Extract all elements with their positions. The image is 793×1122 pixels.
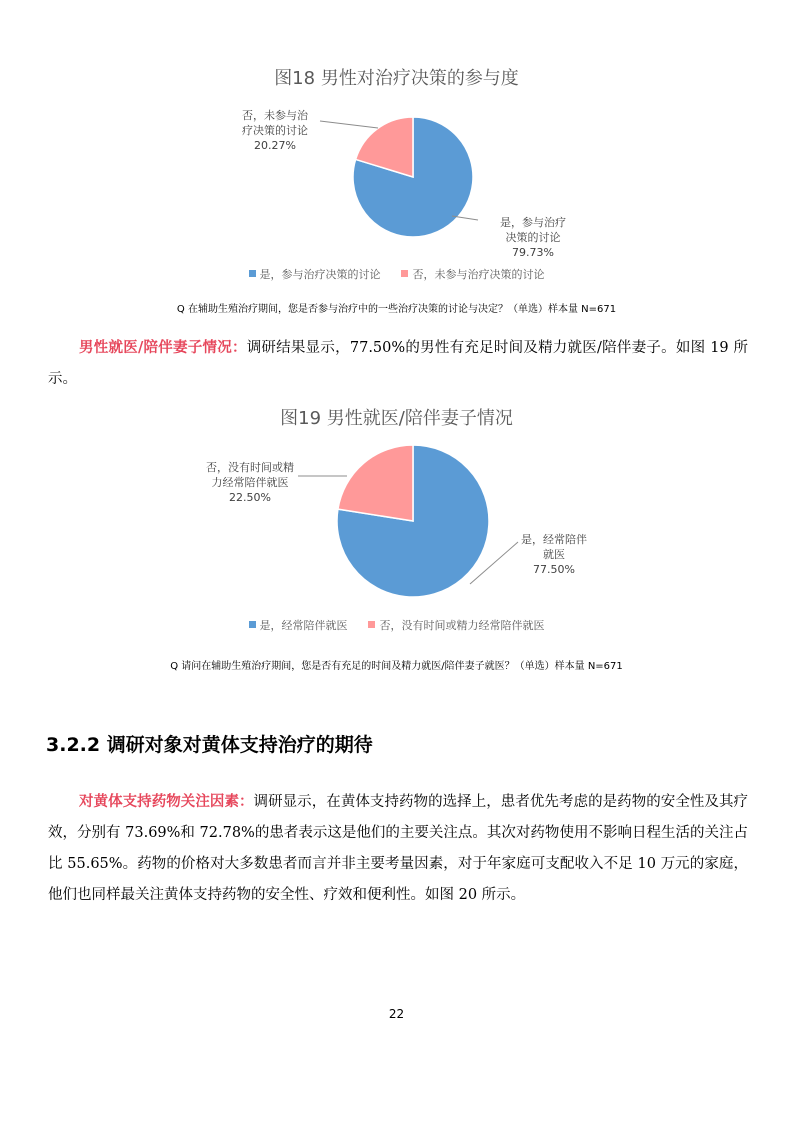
figure18-label-no-line2: 疗决策的讨论 (242, 124, 308, 137)
figure18-label-yes-line1: 是，参与治疗 (500, 216, 566, 229)
section-heading: 3.2.2 调研对象对黄体支持治疗的期待 (46, 734, 373, 756)
figure19-label-yes-line1: 是，经常陪伴 (521, 533, 587, 546)
figure19-legend-yes-text: 是，经常陪伴就医 (259, 619, 348, 632)
figure18-label-no-line1: 否，未参与治 (242, 109, 308, 122)
figure18-caption: Q 在辅助生殖治疗期间，您是否参与治疗中的一些治疗决策的讨论与决定？（单选）样本量 N=671 (176, 304, 617, 315)
figure19-legend (0, 617, 793, 633)
figure19-label-yes-value: 77.50% (533, 563, 575, 576)
paragraph-luteal-support-text: 调研显示，在黄体支持药物的选择上，患者优先考虑的是药物的安全性及其疗效，分别有 73.69%和 72.78%的患者表示这是他们的主要关注点。其次对药物使用不影响日程生活的关注占比 55.65%。药物的价格对大多数患者而言并非主要考量因素，对于年家庭可支配收入不足 10 万元的家庭，他们也同样最关注黄体支持药物的安全性、疗效和便利性。如图 20 所示。 (48, 794, 749, 903)
paragraph-male-accompany-highlight: 男性就医/陪伴妻子情况： (79, 339, 247, 356)
figure19-legend-no-text: 否，没有时间或精力经常陪伴就医 (379, 619, 545, 632)
figure19-legend-item-no (368, 619, 544, 632)
figure19-label-no (190, 460, 310, 505)
page-number: 22 (388, 1007, 405, 1021)
figure18-label-no-value: 20.27% (254, 139, 296, 152)
figure18-label-yes-line2: 决策的讨论 (505, 231, 561, 244)
figure19-caption: Q 请问在辅助生殖治疗期间，您是否有充足的时间及精力就医/陪伴妻子就医？（单选）样本量 N=671 (170, 661, 623, 672)
paragraph-luteal-support-factors (48, 786, 748, 911)
figure19-label-no-line2: 力经常陪伴就医 (211, 476, 289, 489)
figure18-label-yes-value: 79.73% (512, 246, 554, 259)
figure19-label-no-value: 22.50% (229, 491, 271, 504)
figure19-label-yes (508, 532, 600, 577)
paragraph-male-accompany-text: 调研结果显示，77.50%的男性有充足时间及精力就医/陪伴妻子。如图 19 所示。 (48, 340, 748, 387)
figure19-label-no-line1: 否，没有时间或精 (206, 461, 294, 474)
figure18-legend-no-text: 否，未参与治疗决策的讨论 (412, 268, 545, 281)
figure18-legend-yes-text: 是，参与治疗决策的讨论 (259, 268, 381, 281)
figure19-title: 图19 男性就医/陪伴妻子情况 (280, 408, 513, 429)
figure18-title: 图18 男性对治疗决策的参与度 (274, 68, 519, 89)
figure19-legend-item-yes (249, 619, 348, 632)
figure19-slice-no (338, 445, 413, 521)
paragraph-luteal-support-highlight: 对黄体支持药物关注因素： (79, 793, 254, 810)
figure19-label-yes-line2: 就医 (543, 548, 565, 561)
